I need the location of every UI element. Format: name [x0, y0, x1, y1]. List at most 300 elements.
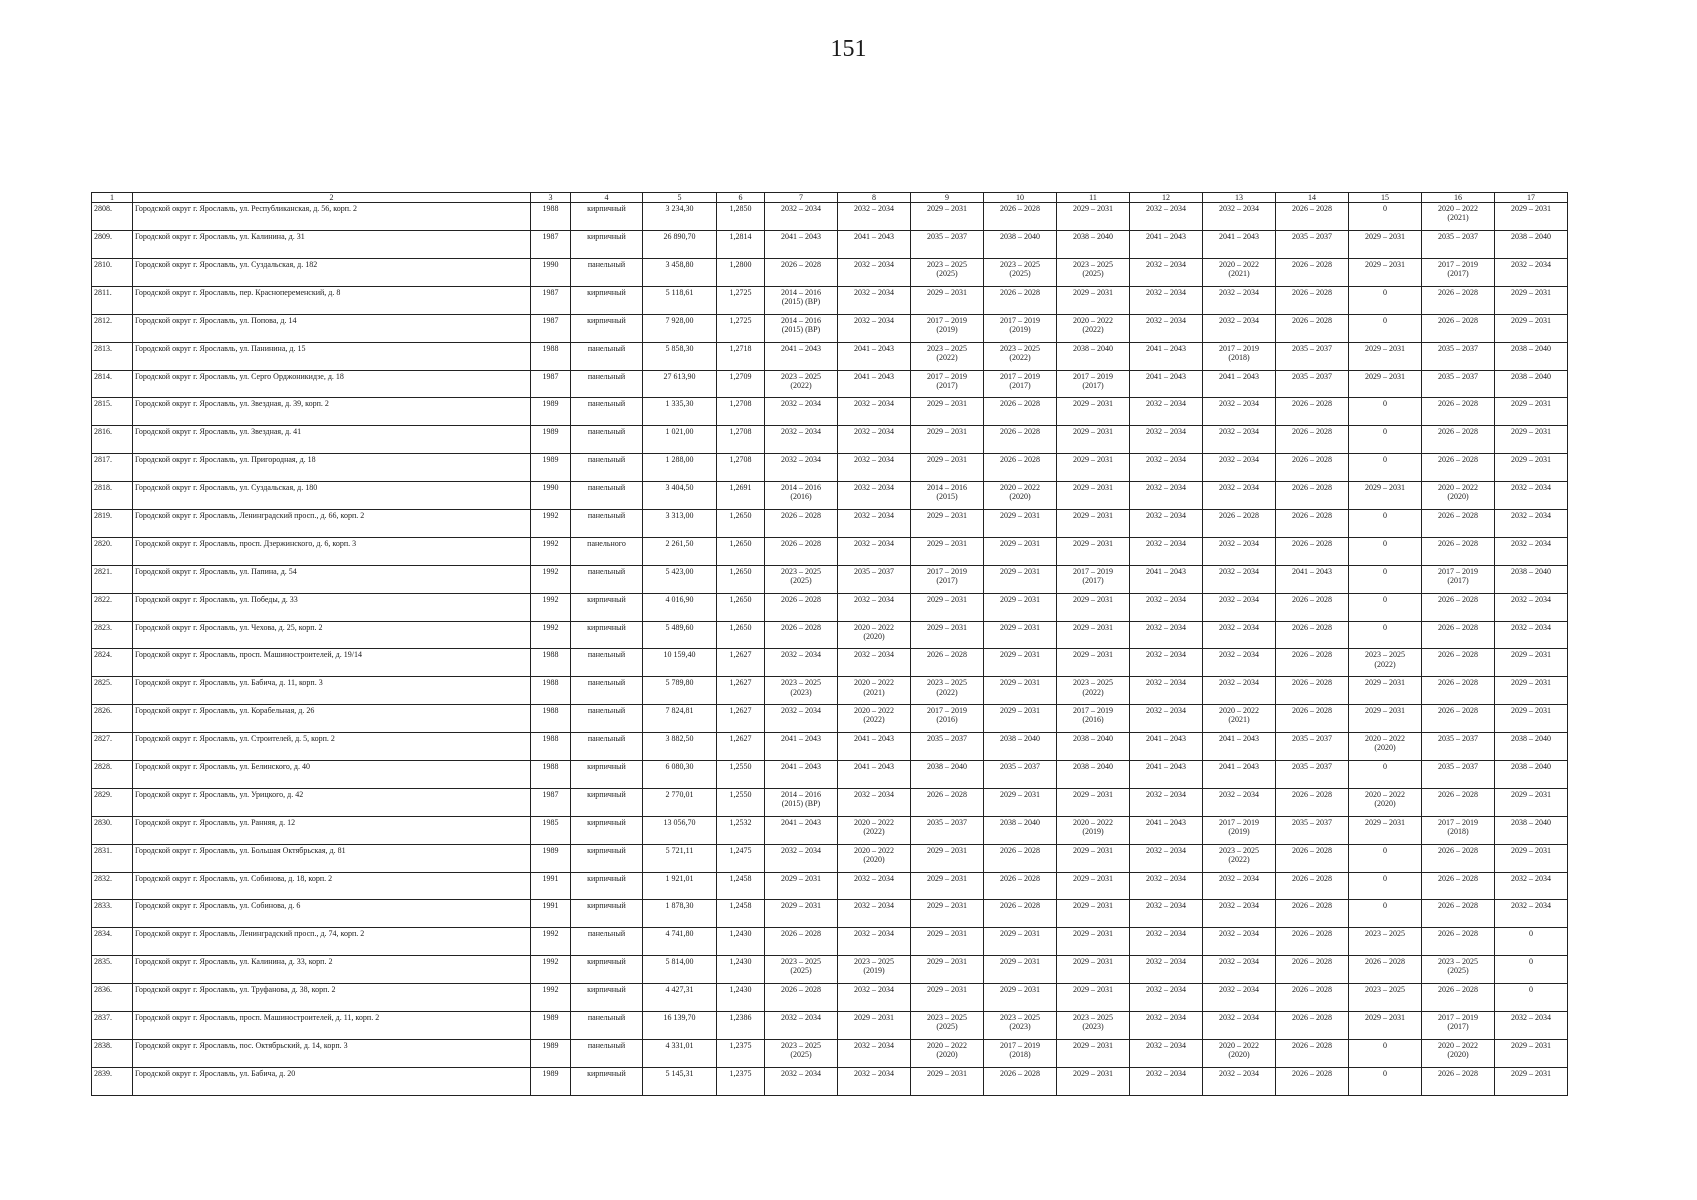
table-cell: 2026 – 2028	[984, 398, 1057, 426]
row-number: 2830.	[92, 816, 133, 844]
table-cell: 2023 – 2025 (2025)	[1422, 956, 1495, 984]
table-cell: 0	[1349, 1067, 1422, 1095]
table-cell: 7 928,00	[643, 314, 717, 342]
table-cell: 2029 – 2031	[911, 1067, 984, 1095]
table-cell: 2032 – 2034	[1203, 872, 1276, 900]
column-header: 3	[531, 193, 571, 203]
table-row	[92, 1039, 1568, 1067]
table-cell: 2026 – 2028	[1203, 509, 1276, 537]
table-cell: 1 288,00	[643, 454, 717, 482]
table-cell: 2032 – 2034	[1130, 844, 1203, 872]
table-cell: 2020 – 2022 (2020)	[911, 1039, 984, 1067]
table-cell: 0	[1349, 761, 1422, 789]
table-cell: 1,2718	[717, 342, 765, 370]
table-cell: 2029 – 2031	[1057, 593, 1130, 621]
table-cell: 2032 – 2034	[1495, 593, 1568, 621]
table-cell: 2029 – 2031	[1349, 705, 1422, 733]
table-cell: 2029 – 2031	[1495, 649, 1568, 677]
table-cell: 2032 – 2034	[1130, 649, 1203, 677]
table-cell: 2029 – 2031	[1495, 454, 1568, 482]
table-cell: 2032 – 2034	[1203, 649, 1276, 677]
table-row	[92, 621, 1568, 649]
table-cell: 2026 – 2028	[1422, 454, 1495, 482]
table-cell: 2026 – 2028	[1276, 621, 1349, 649]
address-cell: Городской округ г. Ярославль, ул. Бабича, д. 20	[133, 1067, 531, 1095]
table-cell: 0	[1349, 426, 1422, 454]
table-cell: 2038 – 2040	[1495, 816, 1568, 844]
table-cell: 2017 – 2019 (2019)	[911, 314, 984, 342]
table-cell: 2035 – 2037	[1276, 231, 1349, 259]
table-cell: 5 145,31	[643, 1067, 717, 1095]
column-header: 11	[1057, 193, 1130, 203]
table-cell: 1991	[531, 900, 571, 928]
table-cell: 1989	[531, 1012, 571, 1040]
table-cell: 2038 – 2040	[1495, 565, 1568, 593]
table-cell: 2026 – 2028	[1276, 956, 1349, 984]
table-cell: 2029 – 2031	[1495, 844, 1568, 872]
table-row	[92, 482, 1568, 510]
table-cell: 1988	[531, 203, 571, 231]
row-number: 2822.	[92, 593, 133, 621]
table-cell: 2026 – 2028	[1422, 286, 1495, 314]
table-cell: 2041 – 2043	[765, 761, 838, 789]
row-number: 2816.	[92, 426, 133, 454]
table-cell: 5 118,61	[643, 286, 717, 314]
table-row	[92, 1067, 1568, 1095]
table-cell: 2032 – 2034	[1203, 928, 1276, 956]
table-cell: 0	[1349, 398, 1422, 426]
column-header: 16	[1422, 193, 1495, 203]
address-cell: Городской округ г. Ярославль, ул. Собинова, д. 18, корп. 2	[133, 872, 531, 900]
table-cell: 2 770,01	[643, 788, 717, 816]
table-cell: 2029 – 2031	[984, 788, 1057, 816]
table-row	[92, 509, 1568, 537]
table-cell: 1,2725	[717, 314, 765, 342]
table-cell: 2032 – 2034	[1130, 1039, 1203, 1067]
table-row	[92, 788, 1568, 816]
table-cell: 2032 – 2034	[1130, 788, 1203, 816]
table-cell: 1,2800	[717, 258, 765, 286]
table-cell: 2020 – 2022 (2020)	[1349, 733, 1422, 761]
table-cell: 2020 – 2022 (2022)	[838, 705, 911, 733]
table-cell: 2035 – 2037	[984, 761, 1057, 789]
table-cell: 2029 – 2031	[984, 509, 1057, 537]
table-cell: 2029 – 2031	[838, 1012, 911, 1040]
table-cell: 1987	[531, 314, 571, 342]
address-cell: Городской округ г. Ярославль, ул. Бабича, д. 11, корп. 3	[133, 677, 531, 705]
table-cell: 2023 – 2025 (2025)	[765, 565, 838, 593]
table-cell: 2035 – 2037	[1276, 370, 1349, 398]
table-cell: 6 080,30	[643, 761, 717, 789]
table-cell: 0	[1349, 537, 1422, 565]
table-cell: 2026 – 2028	[984, 454, 1057, 482]
table-cell: 2020 – 2022 (2020)	[1349, 788, 1422, 816]
table-cell: 2041 – 2043	[1203, 370, 1276, 398]
table-cell: 2023 – 2025 (2025)	[1057, 258, 1130, 286]
table-cell: 2017 – 2019 (2016)	[1057, 705, 1130, 733]
table-cell: 2032 – 2034	[765, 1067, 838, 1095]
table-cell: 0	[1349, 621, 1422, 649]
table-cell: 3 234,30	[643, 203, 717, 231]
table-cell: 1,2550	[717, 761, 765, 789]
table-cell: 2026 – 2028	[1276, 984, 1349, 1012]
table-cell: 2038 – 2040	[1057, 342, 1130, 370]
table-cell: 2026 – 2028	[1422, 928, 1495, 956]
table-row	[92, 677, 1568, 705]
table-cell: 0	[1495, 928, 1568, 956]
table-cell: 1992	[531, 984, 571, 1012]
table-row	[92, 565, 1568, 593]
table-cell: 2023 – 2025	[1349, 928, 1422, 956]
table-cell: 2029 – 2031	[911, 928, 984, 956]
table-cell: 2029 – 2031	[911, 900, 984, 928]
row-number: 2836.	[92, 984, 133, 1012]
table-row	[92, 761, 1568, 789]
table-cell: 2029 – 2031	[1057, 928, 1130, 956]
address-cell: Городской округ г. Ярославль, ул. Звездная, д. 41	[133, 426, 531, 454]
header-row	[92, 193, 1568, 203]
row-number: 2829.	[92, 788, 133, 816]
table-cell: кирпичный	[571, 816, 643, 844]
table-row	[92, 956, 1568, 984]
table-cell: 2026 – 2028	[984, 426, 1057, 454]
row-number: 2823.	[92, 621, 133, 649]
table-cell: 2032 – 2034	[1130, 286, 1203, 314]
table-cell: 0	[1349, 286, 1422, 314]
table-cell: 1992	[531, 956, 571, 984]
table-cell: 2017 – 2019 (2017)	[911, 565, 984, 593]
row-number: 2827.	[92, 733, 133, 761]
table-cell: 16 139,70	[643, 1012, 717, 1040]
table-row	[92, 928, 1568, 956]
table-cell: панельный	[571, 928, 643, 956]
table-cell: панельный	[571, 258, 643, 286]
table-cell: 2032 – 2034	[838, 454, 911, 482]
table-cell: 1,2650	[717, 537, 765, 565]
table-row	[92, 203, 1568, 231]
address-cell: Городской округ г. Ярославль, ул. Папина, д. 54	[133, 565, 531, 593]
table-cell: 2032 – 2034	[1203, 398, 1276, 426]
table-cell: 5 489,60	[643, 621, 717, 649]
address-cell: Городской округ г. Ярославль, просп. Машиностроителей, д. 19/14	[133, 649, 531, 677]
address-cell: Городской округ г. Ярославль, ул. Суздальская, д. 180	[133, 482, 531, 510]
address-cell: Городской округ г. Ярославль, ул. Калинина, д. 31	[133, 231, 531, 259]
table-cell: 2041 – 2043	[1130, 816, 1203, 844]
column-header: 9	[911, 193, 984, 203]
row-number: 2828.	[92, 761, 133, 789]
table-cell: 2032 – 2034	[1203, 1012, 1276, 1040]
address-cell: Городской округ г. Ярославль, ул. Корабельная, д. 26	[133, 705, 531, 733]
table-cell: 2032 – 2034	[838, 509, 911, 537]
table-cell: 1987	[531, 286, 571, 314]
table-cell: 2023 – 2025 (2023)	[765, 677, 838, 705]
table-cell: 2017 – 2019 (2018)	[984, 1039, 1057, 1067]
table-cell: панельный	[571, 370, 643, 398]
column-header: 14	[1276, 193, 1349, 203]
table-cell: 2029 – 2031	[984, 593, 1057, 621]
table-cell: 2038 – 2040	[984, 816, 1057, 844]
table-cell: 2026 – 2028	[1276, 872, 1349, 900]
table-cell: 2026 – 2028	[1276, 593, 1349, 621]
row-number: 2826.	[92, 705, 133, 733]
table-cell: 2029 – 2031	[1349, 1012, 1422, 1040]
table-cell: 1992	[531, 928, 571, 956]
table-cell: 2029 – 2031	[1495, 1067, 1568, 1095]
table-cell: 2041 – 2043	[765, 342, 838, 370]
table-cell: панельный	[571, 705, 643, 733]
table-cell: 2029 – 2031	[1495, 426, 1568, 454]
table-cell: 2029 – 2031	[984, 649, 1057, 677]
row-number: 2821.	[92, 565, 133, 593]
table-cell: 2032 – 2034	[1495, 900, 1568, 928]
table-cell: 2032 – 2034	[1203, 426, 1276, 454]
table-cell: 2035 – 2037	[1422, 761, 1495, 789]
table-cell: 3 882,50	[643, 733, 717, 761]
table-cell: 0	[1495, 956, 1568, 984]
table-cell: 2020 – 2022 (2019)	[1057, 816, 1130, 844]
table-cell: 2026 – 2028	[765, 509, 838, 537]
table-cell: кирпичный	[571, 621, 643, 649]
table-cell: 2023 – 2025 (2022)	[911, 342, 984, 370]
table-cell: 10 159,40	[643, 649, 717, 677]
table-cell: 2035 – 2037	[1276, 733, 1349, 761]
table-cell: 2017 – 2019 (2017)	[1057, 565, 1130, 593]
table-cell: 1991	[531, 872, 571, 900]
table-cell: 2026 – 2028	[765, 621, 838, 649]
table-cell: кирпичный	[571, 956, 643, 984]
table-cell: 2026 – 2028	[765, 258, 838, 286]
table-cell: 2032 – 2034	[1495, 872, 1568, 900]
table-cell: 2032 – 2034	[1203, 984, 1276, 1012]
table-cell: 2029 – 2031	[1057, 872, 1130, 900]
table-cell: 1988	[531, 705, 571, 733]
table-cell: 1989	[531, 398, 571, 426]
table-cell: 1990	[531, 258, 571, 286]
table-row	[92, 1012, 1568, 1040]
table-cell: 2032 – 2034	[1203, 900, 1276, 928]
table-cell: 2014 – 2016 (2015)	[911, 482, 984, 510]
table-cell: 2026 – 2028	[1276, 314, 1349, 342]
table-cell: 2026 – 2028	[1276, 454, 1349, 482]
table-cell: 2032 – 2034	[1130, 1012, 1203, 1040]
table-cell: 2041 – 2043	[838, 370, 911, 398]
table-cell: 4 016,90	[643, 593, 717, 621]
table-cell: 2029 – 2031	[1057, 203, 1130, 231]
table-cell: 1987	[531, 231, 571, 259]
table-cell: 1 921,01	[643, 872, 717, 900]
table-cell: 1989	[531, 1067, 571, 1095]
table-cell: 2032 – 2034	[1130, 314, 1203, 342]
table-cell: 5 423,00	[643, 565, 717, 593]
table-cell: 2029 – 2031	[1057, 1067, 1130, 1095]
table-cell: 2032 – 2034	[1130, 956, 1203, 984]
table-row	[92, 286, 1568, 314]
table-cell: кирпичный	[571, 984, 643, 1012]
table-cell: панельный	[571, 426, 643, 454]
table-cell: 2029 – 2031	[1057, 984, 1130, 1012]
table-cell: 2029 – 2031	[911, 537, 984, 565]
table-cell: 1,2386	[717, 1012, 765, 1040]
table-cell: 2026 – 2028	[765, 928, 838, 956]
table-cell: 2023 – 2025 (2025)	[984, 258, 1057, 286]
table-cell: 0	[1349, 509, 1422, 537]
table-cell: 2026 – 2028	[1422, 649, 1495, 677]
table-cell: 2029 – 2031	[984, 705, 1057, 733]
table-cell: 2020 – 2022 (2021)	[1203, 705, 1276, 733]
table-cell: 2035 – 2037	[911, 816, 984, 844]
row-number: 2818.	[92, 482, 133, 510]
row-number: 2838.	[92, 1039, 133, 1067]
table-cell: 2032 – 2034	[1495, 482, 1568, 510]
table-cell: 2020 – 2022 (2020)	[838, 621, 911, 649]
column-header: 4	[571, 193, 643, 203]
table-cell: 2038 – 2040	[1495, 370, 1568, 398]
table-cell: 2029 – 2031	[1057, 1039, 1130, 1067]
table-cell: 2029 – 2031	[1057, 537, 1130, 565]
table-cell: 2029 – 2031	[911, 593, 984, 621]
table-cell: 2041 – 2043	[1203, 761, 1276, 789]
table-cell: 2041 – 2043	[1130, 370, 1203, 398]
table-cell: 2026 – 2028	[1422, 593, 1495, 621]
row-number: 2820.	[92, 537, 133, 565]
table-cell: 2035 – 2037	[1276, 816, 1349, 844]
table-cell: 2032 – 2034	[838, 788, 911, 816]
table-cell: 2026 – 2028	[984, 844, 1057, 872]
table-cell: 2026 – 2028	[1276, 928, 1349, 956]
table-cell: 2029 – 2031	[1349, 258, 1422, 286]
table-cell: 2026 – 2028	[1276, 482, 1349, 510]
column-header: 2	[133, 193, 531, 203]
table-row	[92, 231, 1568, 259]
table-cell: 5 721,11	[643, 844, 717, 872]
table-cell: 2032 – 2034	[1130, 482, 1203, 510]
table-cell: 2029 – 2031	[911, 454, 984, 482]
table-cell: 2032 – 2034	[1130, 621, 1203, 649]
table-cell: 2038 – 2040	[1495, 342, 1568, 370]
table-cell: кирпичный	[571, 203, 643, 231]
table-row	[92, 649, 1568, 677]
table-cell: 2029 – 2031	[765, 872, 838, 900]
table-cell: 2026 – 2028	[1422, 844, 1495, 872]
column-header: 1	[92, 193, 133, 203]
table-cell: 2023 – 2025 (2025)	[911, 1012, 984, 1040]
address-cell: Городской округ г. Ярославль, Ленинградский просп., д. 66, корп. 2	[133, 509, 531, 537]
table-cell: 2017 – 2019 (2016)	[911, 705, 984, 733]
table-cell: 2020 – 2022 (2020)	[1203, 1039, 1276, 1067]
table-cell: 0	[1349, 565, 1422, 593]
table-cell: панельного	[571, 537, 643, 565]
table-cell: кирпичный	[571, 900, 643, 928]
table-cell: 2035 – 2037	[1276, 761, 1349, 789]
table-cell: 2023 – 2025 (2023)	[984, 1012, 1057, 1040]
row-number: 2815.	[92, 398, 133, 426]
table-cell: 2 261,50	[643, 537, 717, 565]
table-cell: 2026 – 2028	[984, 286, 1057, 314]
table-cell: 5 814,00	[643, 956, 717, 984]
table-cell: 0	[1349, 900, 1422, 928]
table-cell: 3 313,00	[643, 509, 717, 537]
table-cell: 2017 – 2019 (2017)	[1057, 370, 1130, 398]
address-cell: Городской округ г. Ярославль, пер. Краснопеременский, д. 8	[133, 286, 531, 314]
table-cell: 2026 – 2028	[1276, 900, 1349, 928]
table-cell: 2029 – 2031	[1349, 482, 1422, 510]
table-cell: 4 331,01	[643, 1039, 717, 1067]
table-cell: 1,2627	[717, 705, 765, 733]
table-cell: 2026 – 2028	[1276, 1012, 1349, 1040]
table-cell: 3 404,50	[643, 482, 717, 510]
table-row	[92, 705, 1568, 733]
table-cell: 2029 – 2031	[1057, 482, 1130, 510]
row-number: 2819.	[92, 509, 133, 537]
table-cell: 2041 – 2043	[765, 231, 838, 259]
table-cell: 1,2550	[717, 788, 765, 816]
table-cell: 7 824,81	[643, 705, 717, 733]
table-cell: 2038 – 2040	[1495, 733, 1568, 761]
table-cell: 1988	[531, 342, 571, 370]
address-cell: Городской округ г. Ярославль, просп. Дзержинского, д. 6, корп. 3	[133, 537, 531, 565]
table-cell: 2026 – 2028	[1276, 509, 1349, 537]
table-cell: 2041 – 2043	[765, 733, 838, 761]
table-row	[92, 593, 1568, 621]
table-cell: 1 878,30	[643, 900, 717, 928]
table-cell: 2026 – 2028	[911, 649, 984, 677]
table-cell: 2023 – 2025 (2022)	[911, 677, 984, 705]
table-cell: 2032 – 2034	[765, 1012, 838, 1040]
table-cell: 2029 – 2031	[1349, 677, 1422, 705]
table-cell: 2032 – 2034	[1203, 454, 1276, 482]
table-cell: 2038 – 2040	[984, 231, 1057, 259]
table-cell: 1987	[531, 370, 571, 398]
table-cell: 2029 – 2031	[1495, 398, 1568, 426]
table-cell: 2026 – 2028	[1276, 398, 1349, 426]
table-row	[92, 733, 1568, 761]
table-cell: 2038 – 2040	[1057, 733, 1130, 761]
table-cell: 1992	[531, 537, 571, 565]
table-cell: 2029 – 2031	[1495, 203, 1568, 231]
table-cell: 1,2532	[717, 816, 765, 844]
table-cell: 0	[1349, 314, 1422, 342]
table-cell: 4 427,31	[643, 984, 717, 1012]
table-cell: 2026 – 2028	[1349, 956, 1422, 984]
table-cell: 2029 – 2031	[911, 984, 984, 1012]
table-cell: 2029 – 2031	[1349, 370, 1422, 398]
table-cell: 2029 – 2031	[1057, 956, 1130, 984]
table-cell: 2020 – 2022 (2022)	[1057, 314, 1130, 342]
table-cell: 2035 – 2037	[1422, 733, 1495, 761]
table-cell: 2041 – 2043	[1130, 761, 1203, 789]
table-cell: 2035 – 2037	[838, 565, 911, 593]
table-cell: 2032 – 2034	[1130, 677, 1203, 705]
table-cell: 2032 – 2034	[1130, 426, 1203, 454]
table-cell: 2038 – 2040	[1057, 231, 1130, 259]
table-cell: 2032 – 2034	[765, 649, 838, 677]
table-cell: 2032 – 2034	[838, 593, 911, 621]
table-cell: 2017 – 2019 (2017)	[1422, 565, 1495, 593]
table-row	[92, 370, 1568, 398]
table-cell: 2032 – 2034	[838, 984, 911, 1012]
table-row	[92, 900, 1568, 928]
table-cell: 1,2814	[717, 231, 765, 259]
table-cell: 2032 – 2034	[1203, 788, 1276, 816]
table-cell: 2020 – 2022 (2021)	[1422, 203, 1495, 231]
table-cell: 2026 – 2028	[1422, 426, 1495, 454]
table-cell: 2017 – 2019 (2017)	[984, 370, 1057, 398]
table-cell: 1,2458	[717, 872, 765, 900]
table-cell: 2032 – 2034	[1130, 509, 1203, 537]
table-cell: 2032 – 2034	[1495, 509, 1568, 537]
table-cell: 2029 – 2031	[1495, 1039, 1568, 1067]
table-cell: 2029 – 2031	[1057, 844, 1130, 872]
